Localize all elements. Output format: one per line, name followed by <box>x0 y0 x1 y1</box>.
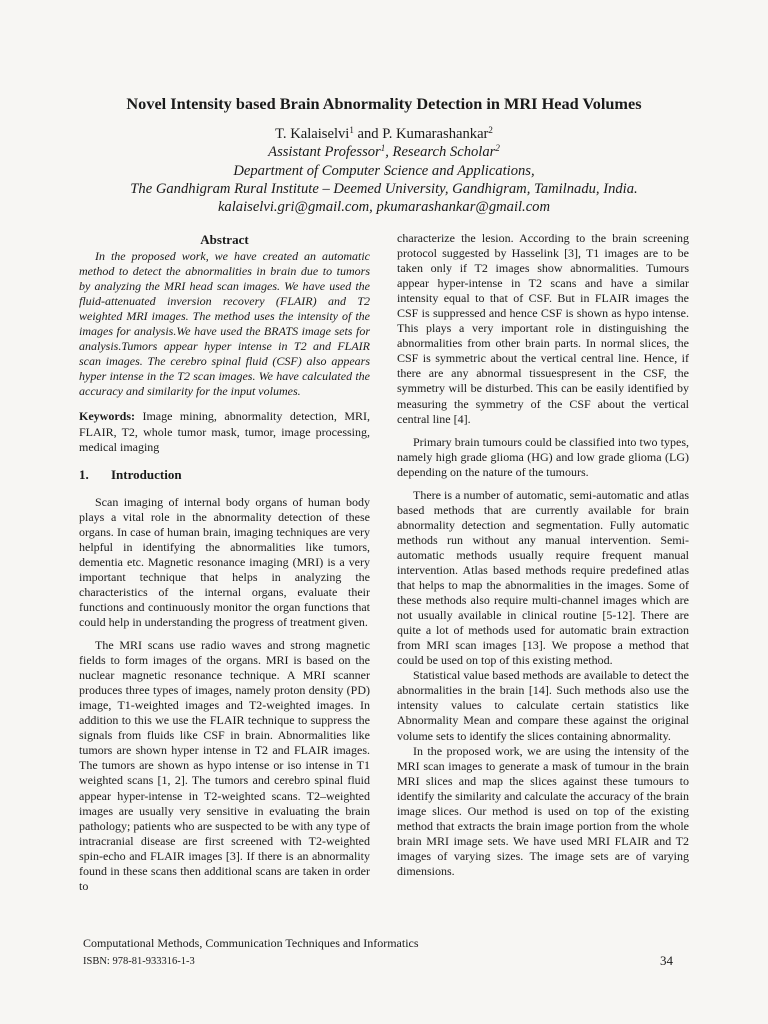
author-2: and P. Kumarashankar <box>353 126 489 142</box>
paragraph: characterize the lesion. According to the brain screening protocol suggested by Hasselink [3], T1 images are to be taken only if T2 images show abnormalities. Tumours appear hyper-intense in T2 scans and have a similar intensity equal to that of CSF. But in FLAIR images the CSF is suppressed and hence CSF is shown as hypo intense. This plays a very important role in distinguishing the abnormalities from other brain parts. In normal slices, the CSF is symmetric about the vertical central line. Hence, if there are any abnormal tissuespresent in the CSF, the symmetry will be disturbed. This can be easily identified by measuring the symmetry of the CSF about the vertical central line [4]. <box>397 231 689 426</box>
section-title: Introduction <box>111 466 182 482</box>
institute: The Gandhigram Rural Institute – Deemed University, Gandhigram, Tamilnadu, India. <box>130 180 638 197</box>
keywords <box>79 409 370 454</box>
role-2: , Research Scholar <box>385 144 496 161</box>
footer-source: Computational Methods, Communication Techniques and Informatics <box>83 936 419 950</box>
page-number: 34 <box>660 953 673 968</box>
author-2-affil: 2 <box>488 125 493 135</box>
paper-title: Novel Intensity based Brain Abnormality Detection in MRI Head Volumes <box>126 94 642 113</box>
paragraph: The MRI scans use radio waves and strong magnetic fields to form images of the organs. MRI is based on the nuclear magnetic resonance technique. A MRI scanner produces three types of images, namely proton density (PD) image, T1-weighted images and T2-weighted images. In addition to this we use the FLAIR technique to suppress the signals from fluids like CSF in brain. Abnormalities like tumors are shown hyper intense in T2 and FLAIR images. The tumors are shown as hypo intense or iso intense in T1 weighted scans [1, 2]. The tumors and cerebro spinal fluid appear hyper-intense in T2-weighted scans. T2–weighted images are usually very sensitive in evaluating the brain pathology; patients who are suspected to be with any type of intracranial disease are first screened with T2-weighted spin-echo and FLAIR images [3]. If there is an abnormality found in these scans then additional scans are taken in order to <box>79 638 370 893</box>
footer-isbn: ISBN: 978-81-933316-1-3 <box>83 956 195 967</box>
keywords-label: Keywords: <box>79 409 135 424</box>
paragraph: There is a number of automatic, semi-automatic and atlas based methods that are currently available for brain abnormality detection and segmentation. Fully automatic methods run without any manual intervention. Semi-automatic methods usually require frequent manual intervention. Atlas based methods require predefined atlas that helps to map the abnormalities in the images. Some of these methods also require multi-channel images which are not usually available in clinical routine [5-12]. There are quite a lot of methods used for automatic brain extraction from MRI scan images [13]. We propose a method that could be used on top of this existing method. <box>397 487 689 668</box>
abstract-heading: Abstract <box>200 232 249 247</box>
right-column <box>397 231 689 879</box>
department: Department of Computer Science and Applications, <box>233 162 535 179</box>
abstract-text: In the proposed work, we have created an automatic method to detect the abnormalities in brain due to tumors by analyzing the MRI head scan images. We have used the fluid-attenuated inversion recovery (FLAIR) and T2 weighted MRI images. The method uses the intensity of the images for analysis.We have used the BRATS image sets for analysis.Tumors appear hyper intense in T2 and FLAIR scan images. The cerebro spinal fluid (CSF) also appears hyper intense in the T2 scan images. We have calculated the accuracy and similarity for the input volumes. <box>79 249 370 399</box>
author-emails: kalaiselvi.gri@gmail.com, pkumarashankar@gmail.com <box>217 199 551 216</box>
paragraph: Statistical value based methods are available to detect the abnormalities in the brain [14]. Such methods also use the intensity values to calculate certain statistics like Abnormality Mean and compare these against the original volume sets to identify the slices containing abnormality. <box>397 668 689 743</box>
author-1: T. Kalaiselvi <box>275 126 350 142</box>
keywords-text: Image mining, abnormality detection, MRI, FLAIR, T2, whole tumor mask, tumor, image processing, medical imaging <box>79 409 370 454</box>
author-block <box>0 125 768 216</box>
paragraph: In the proposed work, we are using the intensity of the MRI scan images to generate a mask of tumour in the brain MRI slices and map the slices against these tumours to identify the similarity and calculate the accuracy of the brain image slices. Our method is used on top of the existing method that extracts the brain image portion from the whole brain MRI image sets. We have used MRI FLAIR and T2 images of varying sizes. The image sets are of varying dimensions. <box>397 743 689 878</box>
author-1-affil: 1 <box>349 125 354 135</box>
role-1: Assistant Professor <box>268 144 381 161</box>
author-line <box>0 125 768 143</box>
role-2-affil: 2 <box>495 143 500 154</box>
author-roles <box>0 143 768 161</box>
paragraph: Primary brain tumours could be classified into two types, namely high grade glioma (HG) and low grade glioma (LG) depending on the nature of the tumours. <box>397 434 689 479</box>
role-1-affil: 1 <box>380 143 386 154</box>
section-heading-introduction <box>79 467 370 483</box>
section-number: 1. <box>79 466 89 482</box>
left-column <box>79 231 370 894</box>
paragraph: Scan imaging of internal body organs of human body plays a vital role in the abnormality detection of these organs. In case of human brain, imaging techniques are very helpful in identifying the abnormalities like tumors, dementia etc. Magnetic resonance imaging (MRI) is a very important technique that helps in analyzing the characteristics of the internal organs, evaluate their functions and continuously monitor the organ functions that could help in understanding the progress of treatment given. <box>79 494 370 629</box>
